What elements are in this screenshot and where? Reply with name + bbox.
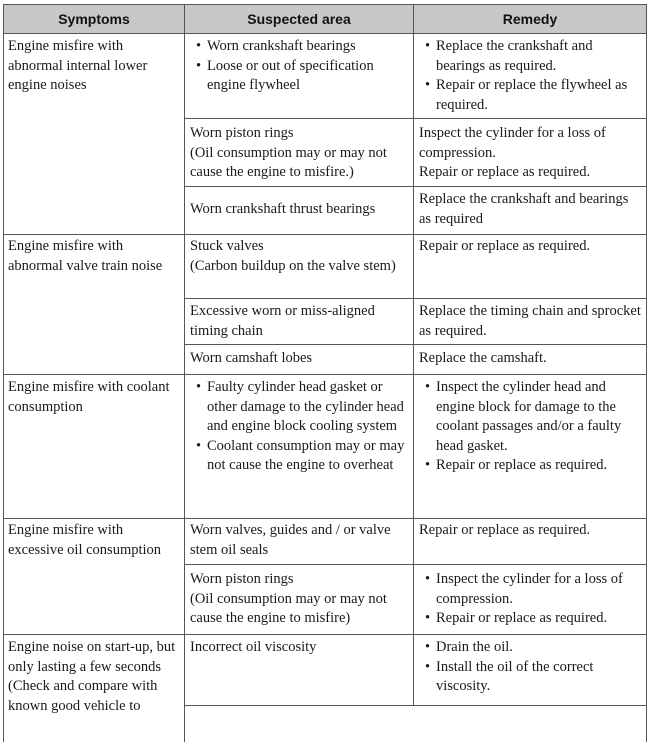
list-item: • Drain the oil. (419, 638, 644, 658)
subrow-divider (184, 344, 647, 345)
remedy-cell: Replace the timing chain and sprocket as required. (419, 303, 641, 339)
list-item: • Repair or replace as required. (419, 456, 644, 476)
list-item: • Faulty cylinder head gasket or other damage to the cylinder head and engine block cooling system (190, 378, 410, 437)
subrow-divider (184, 298, 647, 299)
subrow-divider (184, 118, 647, 119)
remedy-cell (419, 124, 644, 183)
area-cell (190, 237, 410, 276)
table-border-right (646, 4, 647, 742)
header-suspected-area: Suspected area (247, 11, 351, 27)
list-item: • Install the oil of the correct viscosity. (419, 658, 644, 697)
area-note: (Oil consumption may or may not cause the engine to misfire) (190, 590, 387, 626)
area-cell (190, 570, 410, 629)
list-item: • Loose or out of specification engine flywheel (190, 57, 410, 96)
header-symptoms: Symptoms (58, 11, 130, 27)
remedy-cell: Repair or replace as required. (419, 522, 591, 538)
row-divider (3, 518, 647, 519)
list-item: • Replace the crankshaft and bearings as required. (419, 37, 644, 76)
row-divider (3, 374, 647, 375)
area-line: Stuck valves (190, 238, 264, 254)
header-remedy: Remedy (502, 11, 558, 27)
area-line: Worn piston rings (190, 125, 294, 141)
remedy-cell: Repair or replace as required. (419, 238, 591, 254)
symptom-line: Engine noise on start-up, but only lasting a few seconds (8, 639, 176, 675)
table-border-left (3, 4, 4, 742)
subrow-divider (184, 186, 647, 187)
list-item: • Inspect the cylinder for a loss of compression. (419, 570, 644, 609)
area-note: (Oil consumption may or may not cause the engine to misfire.) (190, 144, 387, 180)
list-item: • Inspect the cylinder head and engine block for damage to the coolant passages and/or a faulty head gasket. (419, 378, 644, 456)
list-item: • Repair or replace the flywheel as required. (419, 76, 644, 115)
area-cell: Worn crankshaft thrust bearings (190, 201, 376, 217)
remedy-cell (419, 37, 644, 115)
column-divider (413, 4, 414, 705)
symptom-cell (8, 638, 180, 716)
column-divider (184, 4, 185, 742)
area-cell: Excessive worn or miss-aligned timing chain (190, 303, 375, 339)
area-cell: Incorrect oil viscosity (190, 639, 317, 655)
area-cell (190, 124, 410, 183)
list-item: • Worn crankshaft bearings (190, 37, 410, 57)
row-divider (3, 33, 647, 34)
area-note: (Carbon buildup on the valve stem) (190, 257, 396, 274)
symptom-cell: Engine misfire with abnormal valve train noise (8, 238, 163, 274)
remedy-cell (419, 638, 644, 697)
symptom-cell: Engine misfire with coolant consumption (8, 379, 170, 415)
area-cell (190, 378, 410, 476)
area-cell: Worn valves, guides and / or valve stem oil seals (190, 522, 391, 558)
symptom-cell: Engine misfire with excessive oil consumption (8, 522, 162, 558)
symptom-cell: Engine misfire with abnormal internal lower engine noises (8, 38, 148, 93)
remedy-cell: Replace the camshaft. (419, 350, 547, 366)
row-divider (3, 234, 647, 235)
remedy-cell: Replace the crankshaft and bearings as required (419, 191, 629, 227)
remedy-line: Inspect the cylinder for a loss of compression. (419, 125, 606, 161)
subrow-divider (184, 564, 647, 565)
symptom-note: (Check and compare with known good vehicle to (8, 678, 158, 714)
row-divider (3, 634, 647, 635)
list-item: • Coolant consumption may or may not cause the engine to overheat (190, 437, 410, 476)
area-cell (190, 37, 410, 96)
remedy-cell (419, 378, 644, 476)
area-line: Worn piston rings (190, 571, 294, 587)
area-cell: Worn camshaft lobes (190, 350, 313, 366)
remedy-cell (419, 570, 644, 629)
list-item: • Repair or replace as required. (419, 609, 644, 629)
subrow-divider (184, 705, 647, 706)
remedy-line: Repair or replace as required. (419, 164, 591, 180)
